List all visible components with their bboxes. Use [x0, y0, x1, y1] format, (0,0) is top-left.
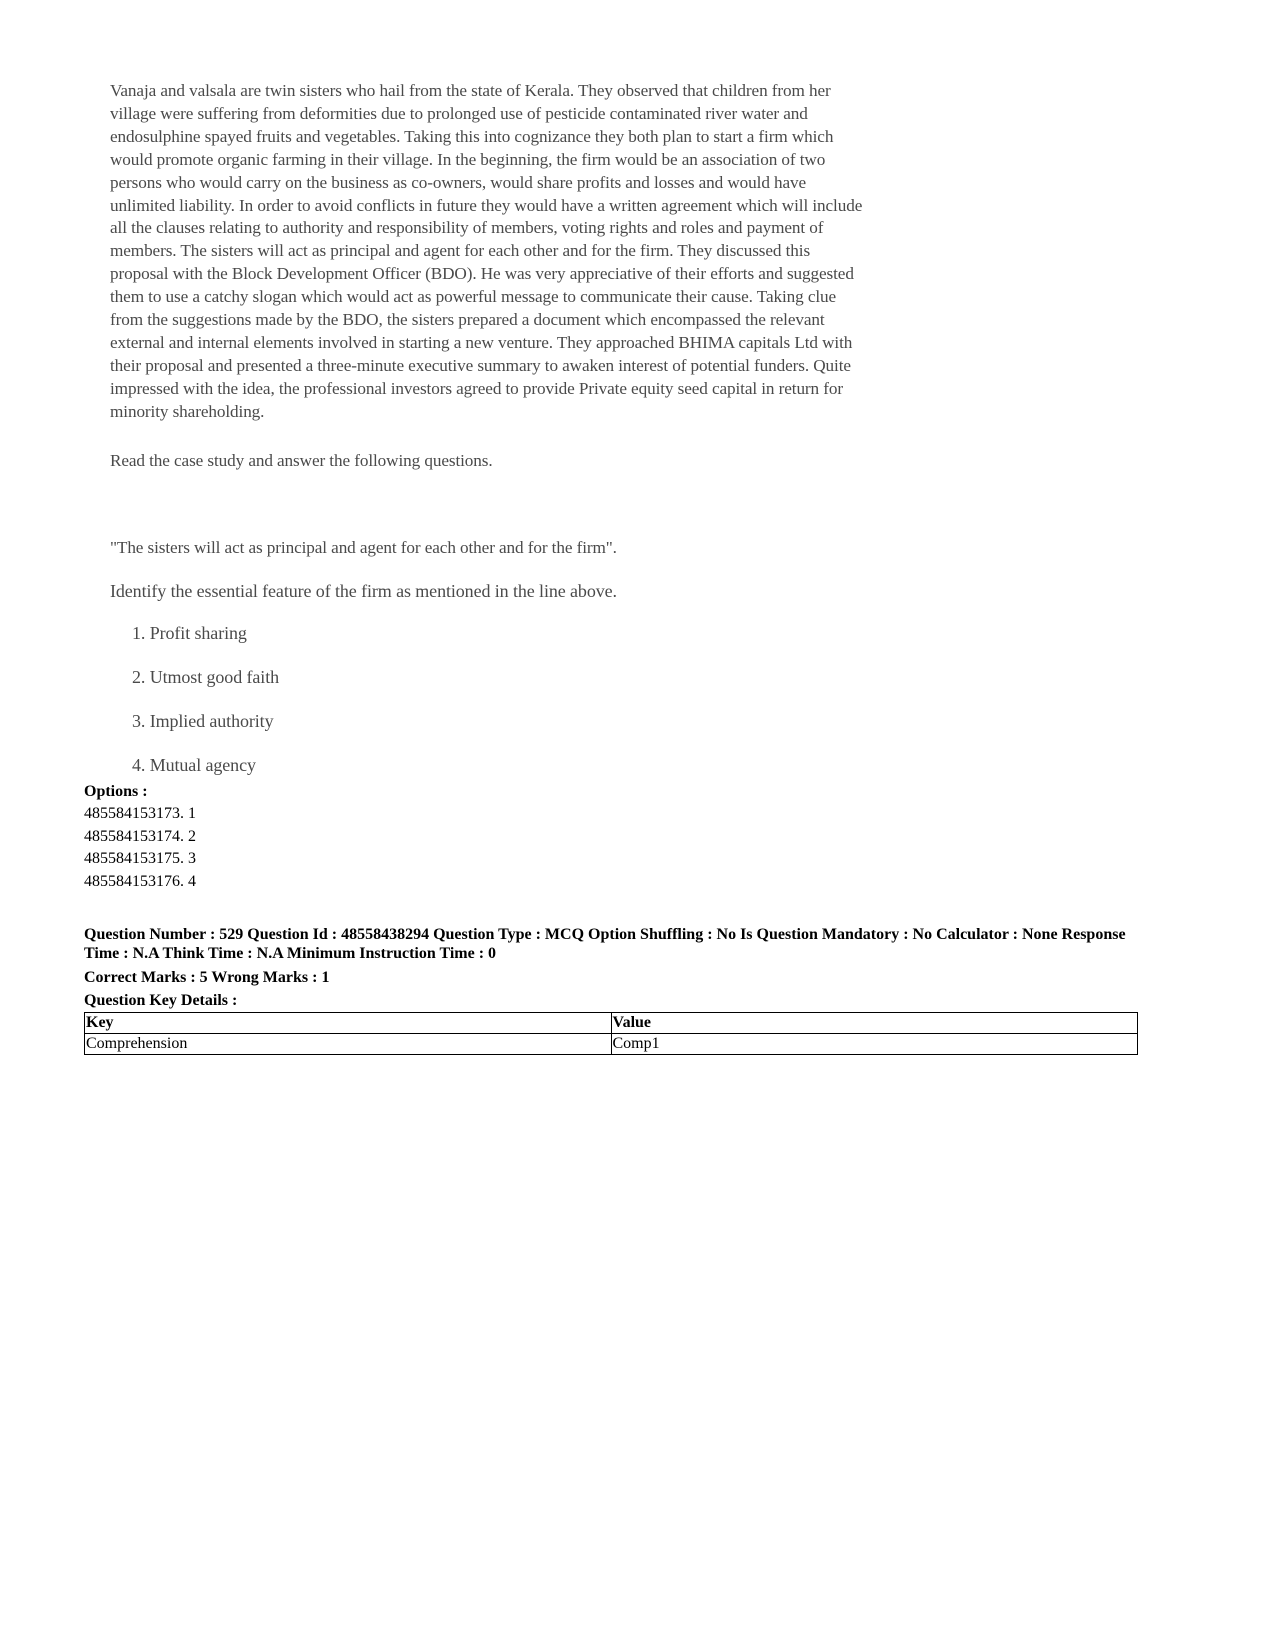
question-scan-image	[110, 80, 990, 775]
options-label: Options :	[84, 783, 148, 800]
question-metadata: Question Number : 529 Question Id : 48558438294 Question Type : MCQ Option Shuffling : No Is Question Mandatory : No Calculator : None Response Time : N.A Think Time : N.A Minimum Instruction Time : 0	[84, 926, 1126, 962]
key-details-table	[84, 1012, 1138, 1055]
answer-choice-3: 3. Implied authority	[132, 711, 274, 731]
question-prompt: Identify the essential feature of the firm as mentioned in the line above.	[110, 581, 617, 601]
answer-choice-2: 2. Utmost good faith	[132, 667, 279, 687]
answer-choice-4: 4. Mutual agency	[132, 755, 256, 775]
table-row	[85, 1034, 1138, 1055]
option-id-item: 485584153176. 4	[84, 873, 196, 891]
option-id-item: 485584153175. 3	[84, 850, 196, 868]
case-study-passage: Vanaja and valsala are twin sisters who hail from the state of Kerala. They observed that children from her village were suffering from deformities due to prolonged use of pesticide contaminated river water and endosulphine spayed fruits and vegetables. Taking this into cognizance they both plan to start a firm which would promote organic farming in their village. In the beginning, the firm would be an association of two persons who would carry on the business as co-owners, would share profits and losses and would have unlimited liability. In order to avoid conflicts in future they would have a written agreement which will include all the clauses relating to authority and responsibility of members, voting rights and roles and payment of members. The sisters will act as principal and agent for each other and for the firm. They discussed this proposal with the Block Development Officer (BDO). He was very appreciative of their efforts and suggested them to use a catchy slogan which would act as powerful message to communicate their cause. Taking clue from the suggestions made by the BDO, the sisters prepared a document which encompassed the relevant external and internal elements involved in starting a new venture. They approached BHIMA capitals Ltd with their proposal and presented a three-minute executive summary to awaken interest of potential funders. Quite impressed with the idea, the professional investors agreed to provide Private equity seed capital in return for minority shareholding.	[110, 81, 863, 421]
table-cell-key: Comprehension	[85, 1034, 612, 1055]
key-details-label: Question Key Details :	[84, 992, 238, 1009]
option-id-item: 485584153173. 1	[84, 805, 196, 822]
marks-info: Correct Marks : 5 Wrong Marks : 1	[84, 969, 330, 986]
table-header-value: Value	[611, 1013, 1138, 1034]
option-id-item: 485584153174. 2	[84, 827, 196, 845]
option-id-list	[84, 804, 196, 895]
case-study-instruction: Read the case study and answer the following questions.	[110, 451, 493, 470]
question-quote: "The sisters will act as principal and agent for each other and for the firm".	[110, 538, 617, 557]
answer-choice-1: 1. Profit sharing	[132, 623, 247, 643]
table-header-key: Key	[85, 1013, 612, 1034]
table-cell-value: Comp1	[611, 1034, 1138, 1055]
answer-choices	[132, 622, 279, 798]
table-header-row	[85, 1013, 1138, 1034]
